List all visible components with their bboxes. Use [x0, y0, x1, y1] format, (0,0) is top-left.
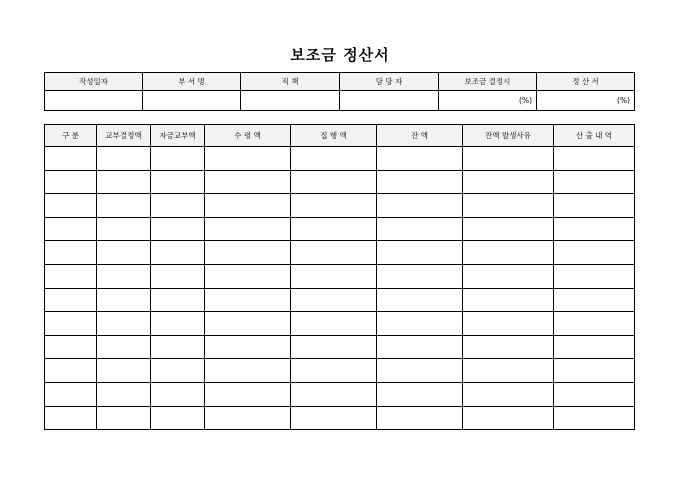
detail-body: [45, 147, 635, 430]
table-cell[interactable]: [151, 335, 205, 359]
table-cell[interactable]: [291, 406, 377, 430]
table-cell[interactable]: [97, 359, 151, 383]
table-cell[interactable]: [463, 382, 554, 406]
table-cell[interactable]: [45, 194, 97, 218]
table-cell[interactable]: [151, 170, 205, 194]
header-position: 직 책: [241, 73, 340, 91]
table-row: [45, 170, 635, 194]
table-cell[interactable]: [151, 406, 205, 430]
table-cell[interactable]: [554, 406, 635, 430]
table-cell[interactable]: [554, 241, 635, 265]
table-cell[interactable]: [463, 194, 554, 218]
table-cell[interactable]: [45, 288, 97, 312]
table-cell[interactable]: [377, 264, 463, 288]
table-cell[interactable]: [97, 264, 151, 288]
table-cell[interactable]: [377, 312, 463, 336]
table-cell[interactable]: [377, 382, 463, 406]
header-calculation-details: 산 출 내 역: [554, 125, 635, 147]
table-cell[interactable]: [205, 217, 291, 241]
table-cell[interactable]: [45, 312, 97, 336]
table-cell[interactable]: [97, 170, 151, 194]
table-cell[interactable]: [291, 312, 377, 336]
table-row: [45, 335, 635, 359]
table-cell[interactable]: [151, 147, 205, 171]
table-cell[interactable]: [97, 382, 151, 406]
detail-table: [44, 124, 635, 430]
table-cell[interactable]: [554, 264, 635, 288]
table-cell[interactable]: [205, 288, 291, 312]
cell-settlement-percent[interactable]: (%): [537, 91, 635, 111]
header-settlement: 정 산 서: [537, 73, 635, 91]
table-cell[interactable]: [291, 264, 377, 288]
table-cell[interactable]: [205, 241, 291, 265]
table-row: [45, 359, 635, 383]
table-cell[interactable]: [97, 147, 151, 171]
table-row: [45, 194, 635, 218]
table-cell[interactable]: [45, 241, 97, 265]
summary-header-row: [45, 73, 635, 91]
table-cell[interactable]: [97, 241, 151, 265]
table-cell[interactable]: [291, 241, 377, 265]
header-amount-executed: 집 행 액: [291, 125, 377, 147]
table-cell[interactable]: [205, 312, 291, 336]
table-cell[interactable]: [97, 335, 151, 359]
table-cell[interactable]: [463, 170, 554, 194]
table-cell[interactable]: [205, 335, 291, 359]
table-cell[interactable]: [377, 217, 463, 241]
header-funds-granted: 자금교부액: [151, 125, 205, 147]
table-cell[interactable]: [45, 170, 97, 194]
table-cell[interactable]: [205, 382, 291, 406]
table-cell[interactable]: [205, 194, 291, 218]
table-cell[interactable]: [45, 335, 97, 359]
table-row: [45, 288, 635, 312]
header-person-in-charge: 담 당 자: [340, 73, 439, 91]
cell-position[interactable]: [241, 91, 340, 111]
table-cell[interactable]: [151, 241, 205, 265]
table-cell[interactable]: [45, 147, 97, 171]
table-row: [45, 241, 635, 265]
header-subsidy-decision: 보조금 결정시: [439, 73, 537, 91]
table-cell[interactable]: [554, 194, 635, 218]
table-row: [45, 147, 635, 171]
table-cell[interactable]: [554, 312, 635, 336]
table-cell[interactable]: [97, 312, 151, 336]
table-cell[interactable]: [463, 241, 554, 265]
table-cell[interactable]: [377, 241, 463, 265]
table-cell[interactable]: [377, 288, 463, 312]
table-cell[interactable]: [554, 170, 635, 194]
summary-value-row: [45, 91, 635, 111]
header-amount-received: 수 령 액: [205, 125, 291, 147]
table-cell[interactable]: [463, 406, 554, 430]
table-cell[interactable]: [151, 382, 205, 406]
table-cell[interactable]: [151, 359, 205, 383]
table-cell[interactable]: [151, 194, 205, 218]
table-cell[interactable]: [377, 359, 463, 383]
header-balance-reason: 잔액 발생사유: [463, 125, 554, 147]
table-cell[interactable]: [151, 288, 205, 312]
table-cell[interactable]: [205, 170, 291, 194]
table-cell[interactable]: [377, 335, 463, 359]
table-cell[interactable]: [554, 359, 635, 383]
table-cell[interactable]: [377, 194, 463, 218]
table-cell[interactable]: [97, 406, 151, 430]
table-cell[interactable]: [554, 217, 635, 241]
table-cell[interactable]: [291, 359, 377, 383]
table-cell[interactable]: [377, 406, 463, 430]
table-cell[interactable]: [45, 406, 97, 430]
table-cell[interactable]: [377, 170, 463, 194]
table-cell[interactable]: [463, 288, 554, 312]
table-cell[interactable]: [45, 264, 97, 288]
table-cell[interactable]: [205, 147, 291, 171]
cell-date[interactable]: [45, 91, 143, 111]
table-cell[interactable]: [291, 194, 377, 218]
header-category: 구 분: [45, 125, 97, 147]
table-row: [45, 406, 635, 430]
header-date: 작성일자: [45, 73, 143, 91]
table-cell[interactable]: [463, 147, 554, 171]
table-cell[interactable]: [151, 264, 205, 288]
cell-person-in-charge[interactable]: [340, 91, 439, 111]
table-row: [45, 312, 635, 336]
table-cell[interactable]: [291, 147, 377, 171]
table-cell[interactable]: [97, 194, 151, 218]
table-cell[interactable]: [554, 382, 635, 406]
cell-department[interactable]: [143, 91, 241, 111]
table-cell[interactable]: [554, 288, 635, 312]
table-cell[interactable]: [554, 147, 635, 171]
summary-table: [44, 72, 635, 111]
table-cell[interactable]: [97, 288, 151, 312]
table-cell[interactable]: [45, 382, 97, 406]
table-cell[interactable]: [205, 406, 291, 430]
header-balance: 잔 액: [377, 125, 463, 147]
table-cell[interactable]: [205, 264, 291, 288]
table-cell[interactable]: [45, 359, 97, 383]
table-cell[interactable]: [151, 312, 205, 336]
table-cell[interactable]: [554, 335, 635, 359]
header-department: 부 서 명: [143, 73, 241, 91]
table-cell[interactable]: [463, 217, 554, 241]
table-cell[interactable]: [291, 288, 377, 312]
table-row: [45, 217, 635, 241]
table-cell[interactable]: [291, 382, 377, 406]
page-title: 보조금 정산서: [290, 46, 390, 64]
table-cell[interactable]: [463, 335, 554, 359]
table-cell[interactable]: [45, 217, 97, 241]
table-cell[interactable]: [463, 312, 554, 336]
table-cell[interactable]: [463, 359, 554, 383]
table-cell[interactable]: [377, 147, 463, 171]
table-cell[interactable]: [463, 264, 554, 288]
table-cell[interactable]: [291, 170, 377, 194]
detail-header-row: [45, 125, 635, 147]
cell-subsidy-decision-percent[interactable]: (%): [439, 91, 537, 111]
table-cell[interactable]: [97, 217, 151, 241]
table-cell[interactable]: [151, 217, 205, 241]
table-row: [45, 382, 635, 406]
table-row: [45, 264, 635, 288]
table-cell[interactable]: [205, 359, 291, 383]
table-cell[interactable]: [291, 217, 377, 241]
table-cell[interactable]: [291, 335, 377, 359]
header-grant-decision-amount: 교부결정액: [97, 125, 151, 147]
